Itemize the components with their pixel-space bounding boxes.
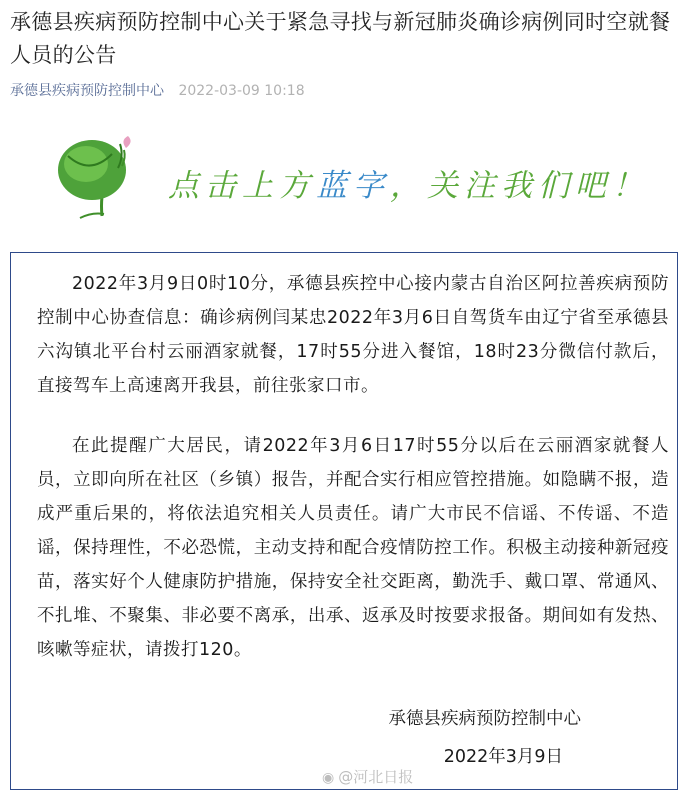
notice-box: [10, 252, 678, 790]
account-name-link[interactable]: 承德县疾病预防控制中心: [10, 83, 164, 99]
watermark: [322, 766, 413, 787]
prompt-text-after: ，关注我们吧！: [390, 168, 649, 204]
prompt-text-blue: 蓝字: [316, 168, 390, 204]
lotus-leaf-icon: [50, 126, 160, 226]
article-title: 承德县疾病预防控制中心关于紧急寻找与新冠肺炎确诊病例同时空就餐人员的公告: [10, 10, 671, 67]
watermark-text: @河北日报: [338, 768, 414, 786]
publish-date: 2022-03-09 10:18: [178, 83, 305, 99]
notice-paragraph-1: 2022年3月9日0时10分，承德县疾控中心接内蒙古自治区阿拉善疾病预防控制中心协查信息：确诊病例闫某忠2022年3月6日自驾货车由辽宁省至承德县六沟镇北平台村云丽酒家就餐，17时55分进入餐馆，18时23分微信付款后，直接驾车上高速离开我县，前往张家口市。: [37, 274, 669, 396]
prompt-text-before: 点击上方: [168, 168, 316, 204]
article-meta: [10, 80, 305, 100]
follow-banner: [50, 126, 650, 226]
follow-prompt: [168, 160, 649, 205]
notice-signature-date: 2022年3月9日: [443, 747, 563, 767]
weibo-icon: ◉: [322, 770, 335, 786]
notice-signature: 承德县疾病预防控制中心: [388, 709, 581, 729]
notice-paragraph-2: 在此提醒广大居民，请2022年3月6日17时55分以后在云丽酒家就餐人员，立即向所在社区（乡镇）报告，并配合实行相应管控措施。如隐瞒不报，造成严重后果的，将依法追究相关人员责任。请广大市民不信谣、不传谣、不造谣，保持理性，不必恐慌，主动支持和配合疫情防控工作。积极主动接种新冠疫苗，落实好个人健康防护措施，保持安全社交距离，勤洗手、戴口罩、常通风、不扎堆、不聚集、非必要不离承，出承、返承及时按要求报备。期间如有发热、咳嗽等症状，请拨打120。: [37, 436, 669, 660]
